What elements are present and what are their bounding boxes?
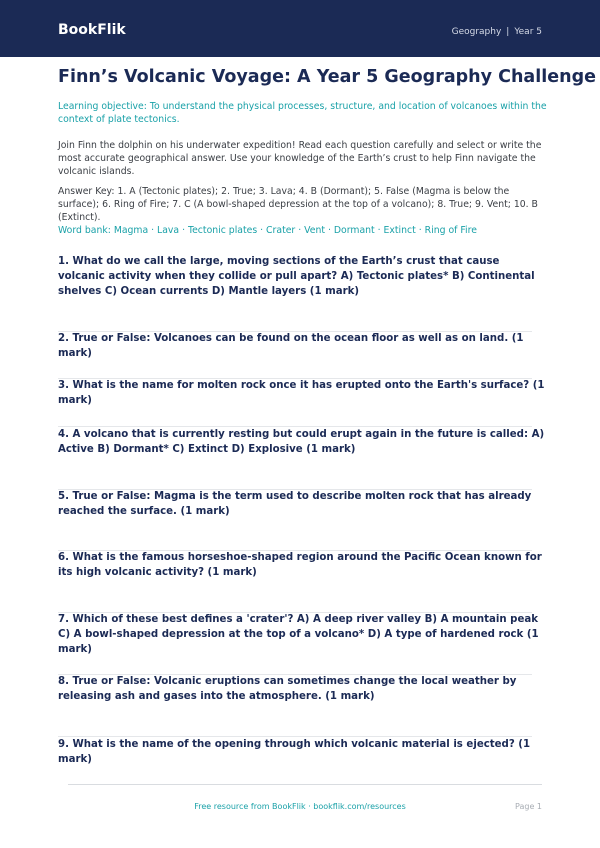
answer-key: Answer Key: 1. A (Tectonic plates); 2. True; 3. Lava; 4. B (Dormant); 5. False (Magma is below the surface); 6. Ring of Fire; 7. C (A bowl-shaped depression at the top of a volcano); 8. True; 9. Vent; 10. B (Extinct).	[58, 186, 538, 223]
site-header	[0, 0, 600, 57]
footer-divider	[68, 784, 542, 785]
learning-objective: Learning objective: To understand the physical processes, structure, and location of volcanoes within the context of plate tectonics.	[58, 101, 547, 125]
word-bank: Word bank: Magma · Lava · Tectonic plates · Crater · Vent · Dormant · Extinct · Ring of Fire	[58, 225, 477, 236]
subject-label: Geography	[451, 27, 502, 37]
question-9: 9. What is the name of the opening through which volcanic material is ejected? (1 mark)	[58, 739, 531, 765]
question-6: 6. What is the famous horseshoe-shaped region around the Pacific Ocean known for its high volcanic activity? (1 mark)	[58, 552, 542, 578]
question-2: 2. True or False: Volcanoes can be found on the ocean floor as well as on land. (1 mark)	[58, 333, 524, 359]
footer-credit[interactable]: Free resource from BookFlik · bookflik.com/resources	[194, 802, 406, 811]
question-8: 8. True or False: Volcanic eruptions can sometimes change the local weather by releasing ash and gases into the atmosphere. (1 mark)	[58, 676, 517, 702]
header-meta	[452, 26, 542, 38]
page-title: Finn’s Volcanic Voyage: A Year 5 Geography Challenge	[58, 67, 596, 87]
intro-text: Join Finn the dolphin on his underwater expedition! Read each question carefully and select or write the most accurate geographical answer. Use your knowledge of the Earth’s crust to help Finn navigate the volcanic islands.	[58, 140, 542, 177]
brand-logo[interactable]: BookFlik	[58, 22, 126, 38]
question-5: 5. True or False: Magma is the term used to describe molten rock that has already reached the surface. (1 mark)	[58, 491, 532, 517]
page-number: Page 1	[515, 802, 542, 811]
question-4: 4. A volcano that is currently resting but could erupt again in the future is called: A) Active B) Dormant* C) Extinct D) Explosive (1 mark)	[58, 429, 545, 455]
question-7: 7. Which of these best defines a 'crater'? A) A deep river valley B) A mountain peak C) A bowl-shaped depression at the top of a volcano* D) A type of hardened rock (1 mark)	[58, 614, 539, 655]
question-3: 3. What is the name for molten rock once it has erupted onto the Earth's surface? (1 mark)	[58, 380, 545, 406]
year-label: Year 5	[514, 27, 542, 37]
question-1: 1. What do we call the large, moving sections of the Earth’s crust that cause volcanic activity when they collide or pull apart? A) Tectonic plates* B) Continental shelves C) Ocean currents D) Mantle layers (1 mark)	[58, 256, 535, 297]
meta-separator: |	[506, 27, 510, 37]
